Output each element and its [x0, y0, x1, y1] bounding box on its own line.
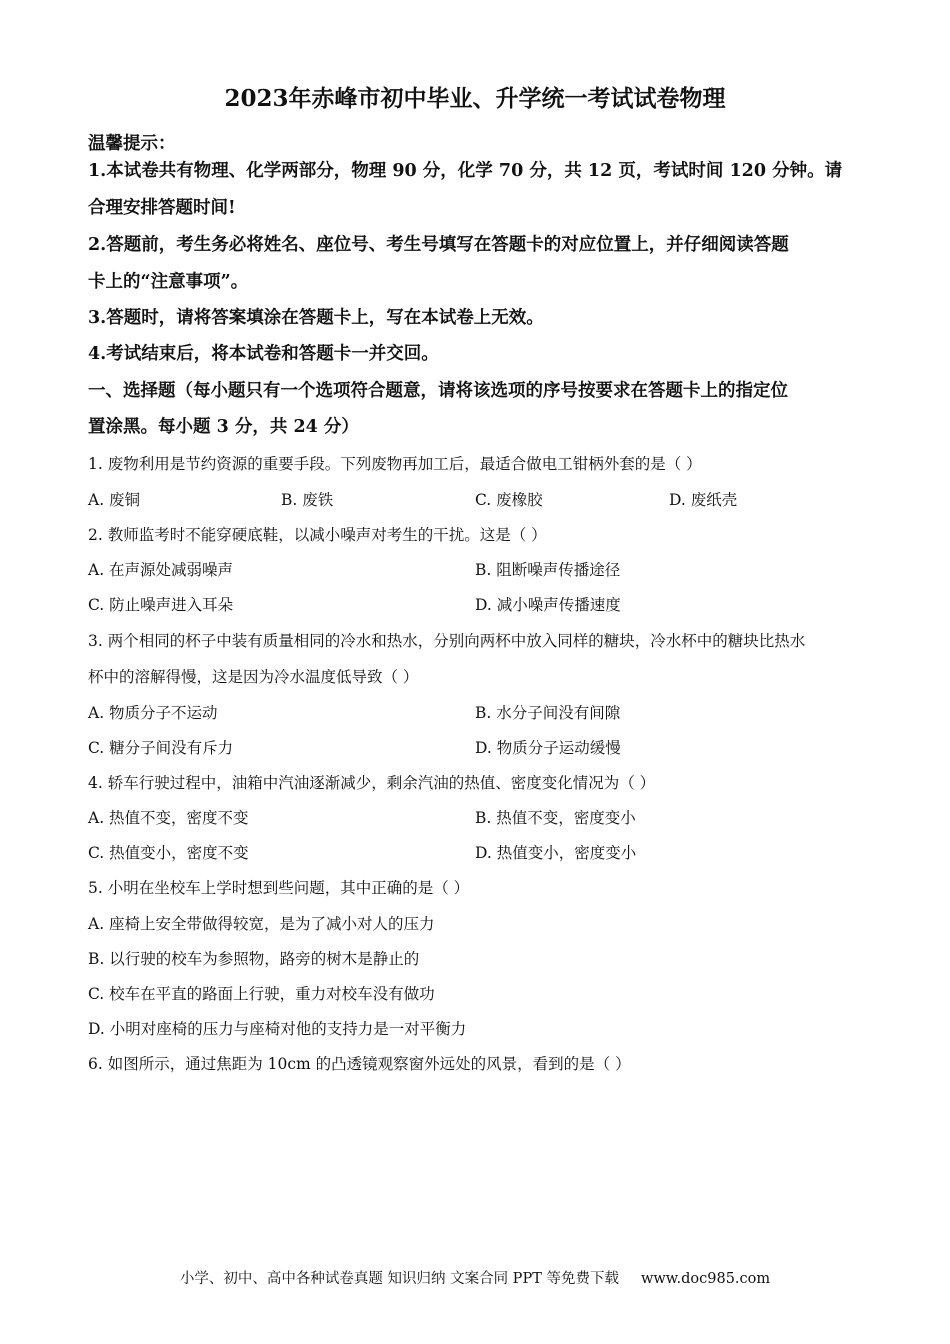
option-c: C. 废橡胶: [475, 491, 543, 509]
option-a: A. 座椅上安全带做得较宽，是为了减小对人的压力: [88, 915, 435, 933]
footer-text: 小学、初中、高中各种试卷真题 知识归纳 文案合同 PPT 等免费下载: [179, 1271, 619, 1287]
notice-line: 2.答题前，考生务必将姓名、座位号、考生号填写在答题卡的对应位置上，并仔细阅读答题: [88, 235, 789, 255]
option-a: A. 热值不变，密度不变: [88, 809, 249, 827]
notice-line: 3.答题时，请将答案填涂在答题卡上，写在本试卷上无效。: [88, 308, 544, 328]
option-d: D. 小明对座椅的压力与座椅对他的支持力是一对平衡力: [88, 1020, 467, 1038]
option-a: A. 物质分子不运动: [88, 704, 218, 722]
option-d: D. 热值变小，密度变小: [475, 844, 637, 862]
option-c: C. 热值变小，密度不变: [88, 844, 249, 862]
option-a: A. 废铜: [88, 491, 141, 509]
option-a: A. 在声源处减弱噪声: [88, 561, 234, 579]
footer-url[interactable]: www.doc985.com: [640, 1271, 771, 1287]
option-b: B. 热值不变，密度变小: [475, 809, 636, 827]
page-footer: [0, 1268, 950, 1290]
notice-line: 1.本试卷共有物理、化学两部分，物理 90 分，化学 70 分，共 12 页，考试时间 120 分钟。请: [88, 161, 843, 181]
option-d: D. 物质分子运动缓慢: [475, 739, 621, 757]
question-stem: 3. 两个相同的杯子中装有质量相同的冷水和热水，分别向两杯中放入同样的糖块，冷水杯中的糖块比热水: [88, 632, 806, 650]
question-stem: 4. 轿车行驶过程中，油箱中汽油逐渐减少，剩余汽油的热值、密度变化情况为（ ）: [88, 774, 656, 792]
notice-line: 卡上的“注意事项”。: [88, 272, 249, 292]
page-title: 2023年赤峰市初中毕业、升学统一考试试卷物理: [224, 85, 726, 112]
option-d: D. 减小噪声传播速度: [475, 596, 621, 614]
section-heading: 置涂黑。每小题 3 分，共 24 分）: [88, 417, 359, 437]
question-stem: 2. 教师监考时不能穿硬底鞋，以减小噪声对考生的干扰。这是（ ）: [88, 526, 547, 544]
option-b: B. 废铁: [281, 491, 334, 509]
notice-line: 合理安排答题时间!: [88, 198, 236, 218]
option-c: C. 防止噪声进入耳朵: [88, 596, 234, 614]
question-stem: 杯中的溶解得慢，这是因为冷水温度低导致（ ）: [88, 668, 419, 686]
section-heading: 一、选择题（每小题只有一个选项符合题意，请将该选项的序号按要求在答题卡上的指定位: [88, 381, 788, 401]
option-b: B. 以行驶的校车为参照物，路旁的树木是静止的: [88, 950, 420, 968]
option-c: C. 糖分子间没有斥力: [88, 739, 234, 757]
option-d: D. 废纸壳: [669, 491, 738, 509]
option-b: B. 水分子间没有间隙: [475, 704, 621, 722]
option-c: C. 校车在平直的路面上行驶，重力对校车没有做功: [88, 985, 435, 1003]
option-b: B. 阻断噪声传播途径: [475, 561, 621, 579]
question-stem: 1. 废物利用是节约资源的重要手段。下列废物再加工后，最适合做电工钳柄外套的是（ ）: [88, 455, 702, 473]
notice-heading: 温馨提示：: [88, 134, 176, 154]
question-stem: 5. 小明在坐校车上学时想到些问题，其中正确的是（ ）: [88, 879, 470, 897]
notice-line: 4.考试结束后，将本试卷和答题卡一并交回。: [88, 344, 439, 364]
question-stem: 6. 如图所示，通过焦距为 10cm 的凸透镜观察窗外远处的风景，看到的是（ ）: [88, 1055, 631, 1073]
